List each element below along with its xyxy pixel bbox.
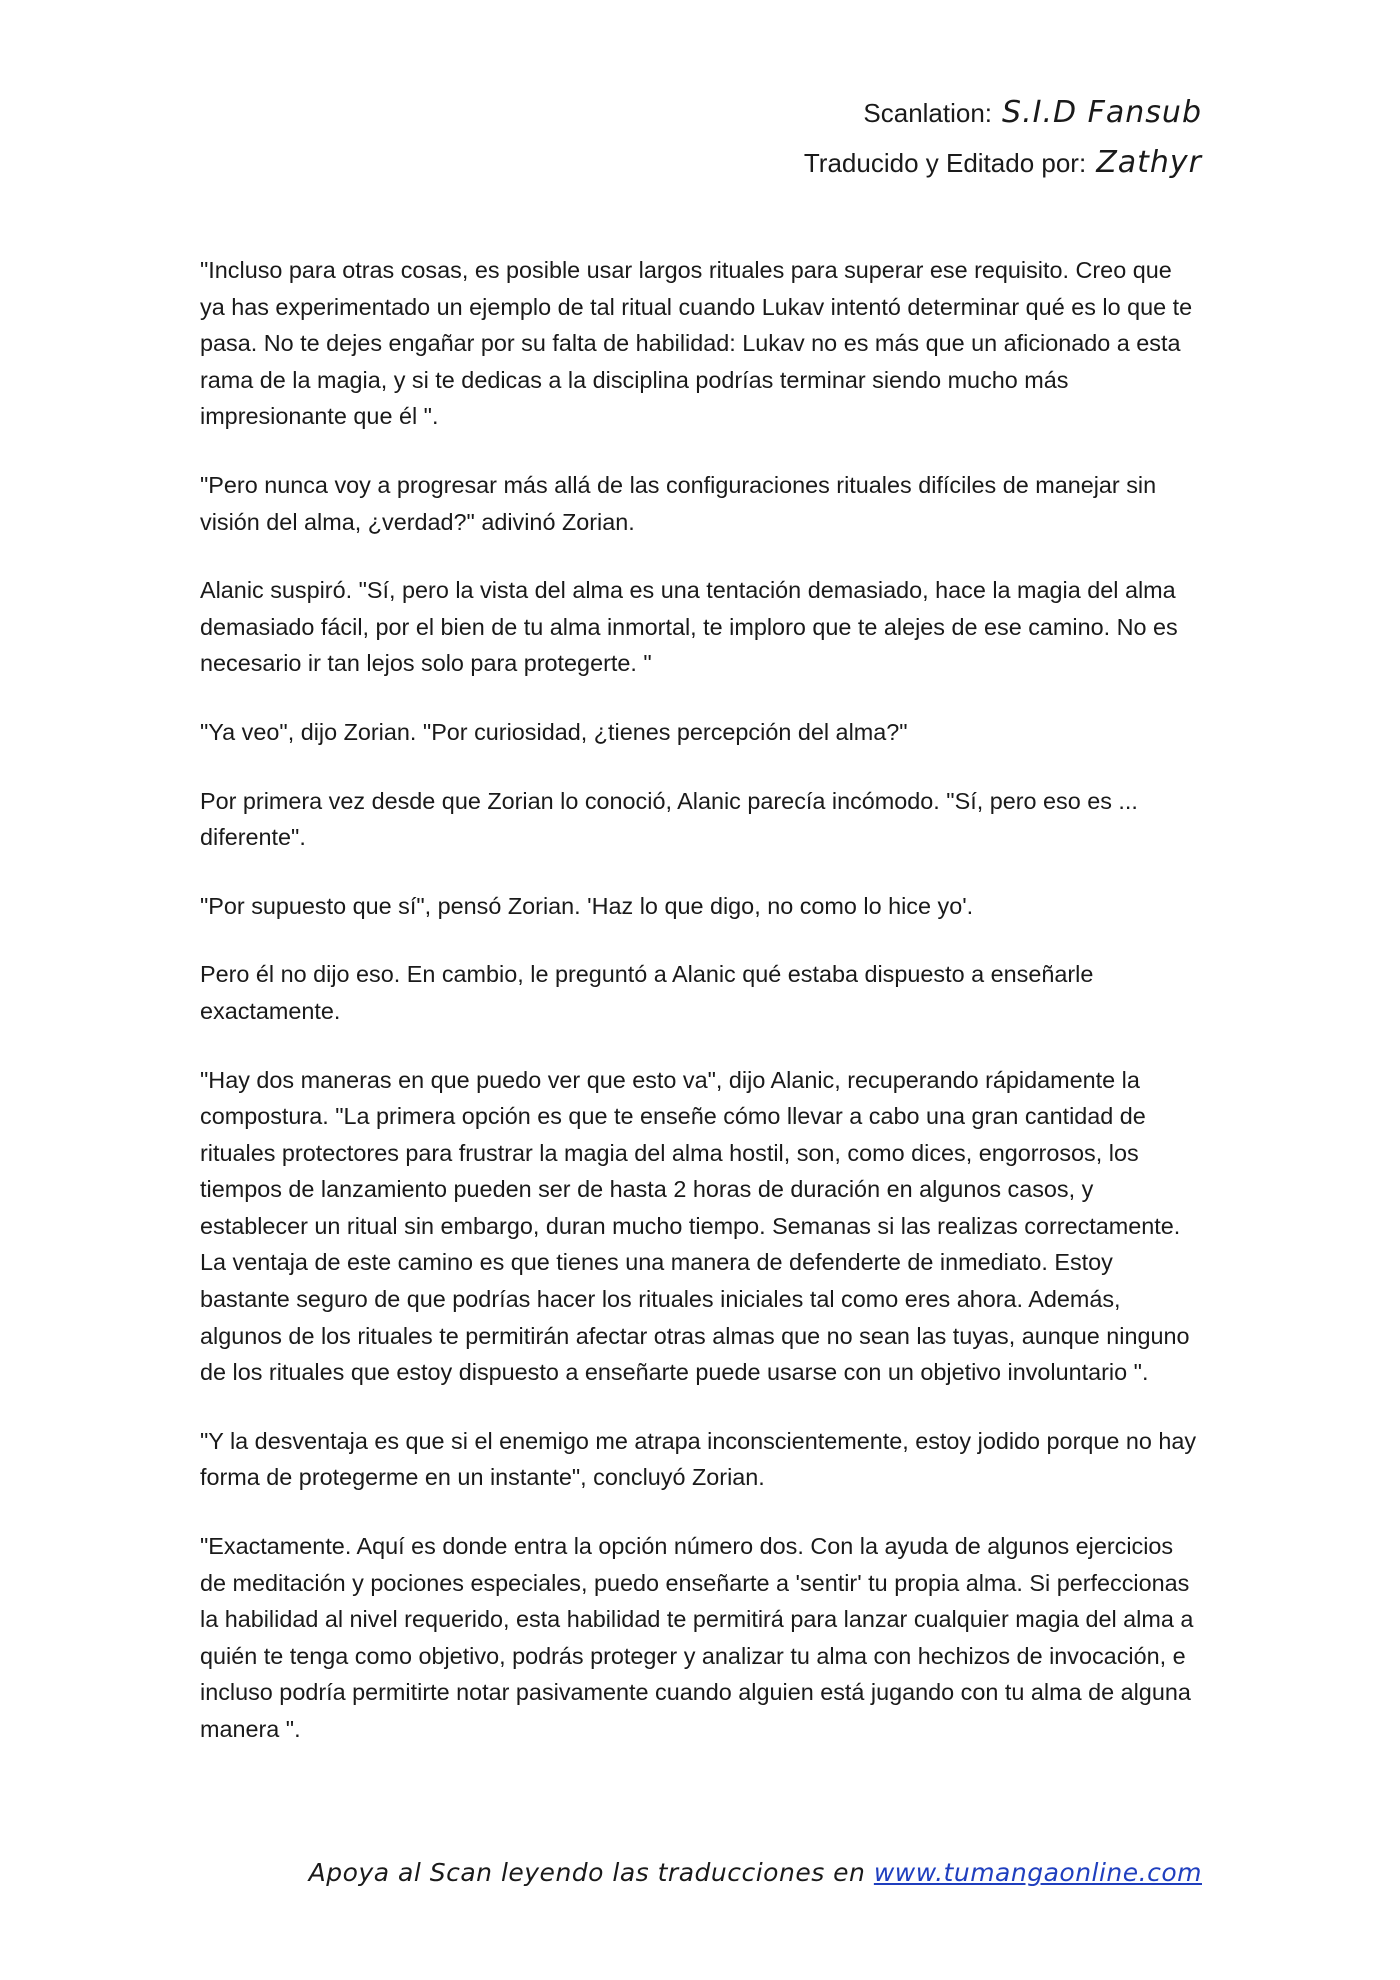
paragraph: "Exactamente. Aquí es donde entra la opción número dos. Con la ayuda de algunos ejercicios de meditación y pociones especiales, puedo enseñarte a 'sentir' tu propia alma. Si perfeccionas la habilidad al nivel requerido, esta habilidad te permitirá para lanzar cualquier magia del alma a quién te tenga como objetivo, podrás proteger y analizar tu alma con hechizos de invocación, e incluso podría permitirte notar pasivamente cuando alguien está jugando con tu alma de alguna manera ".	[200, 1533, 1194, 1742]
editor-label: Traducido y Editado por:	[803, 148, 1087, 178]
scanlation-label: Scanlation:	[863, 98, 993, 128]
paragraph: "Incluso para otras cosas, es posible usar largos rituales para superar ese requisito. Creo que ya has experimentado un ejemplo de tal ritual cuando Lukav intentó determinar qué es lo que te pasa. No te dejes engañar por su falta de habilidad: Lukav no es más que un aficionado a esta rama de la magia, y si te dedicas a la disciplina podrías terminar siendo mucho más impresionante que él ".	[200, 257, 1193, 430]
editor-line	[804, 138, 1202, 188]
paragraph: Alanic suspiró. "Sí, pero la vista del alma es una tentación demasiado, hace la magia del alma demasiado fácil, por el bien de tu alma inmortal, te imploro que te alejes de ese camino. No es necesario ir tan lejos solo para protegerte. "	[200, 577, 1178, 677]
footer-note	[309, 1858, 1202, 1887]
tumangaonline-link[interactable]: www.tumangaonline.com	[873, 1858, 1202, 1887]
paragraph: "Por supuesto que sí", pensó Zorian. 'Haz lo que digo, no como lo hice yo'.	[200, 892, 974, 919]
footer-text: Apoya al Scan leyendo las traducciones en	[308, 1858, 866, 1887]
paragraph: "Pero nunca voy a progresar más allá de las configuraciones rituales difíciles de manejar sin visión del alma, ¿verdad?" adivinó Zorian.	[200, 471, 1157, 535]
scanlation-line	[804, 88, 1202, 138]
paragraph: Pero él no dijo eso. En cambio, le preguntó a Alanic qué estaba dispuesto a enseñarle exactamente.	[200, 961, 1094, 1024]
scanlation-group-name: S.I.D Fansub	[1002, 95, 1202, 130]
paragraph: "Hay dos maneras en que puedo ver que esto va", dijo Alanic, recuperando rápidamente la compostura. "La primera opción es que te enseñe cómo llevar a cabo una gran cantidad de rituales protectores para frustrar la magia del alma hostil, son, como dices, engorrosos, los tiempos de lanzamiento pueden ser de hasta 2 horas de duración en algunos casos, y establecer un ritual sin embargo, duran mucho tiempo. Semanas si las realizas correctamente. La ventaja de este camino es que tienes una manera de defenderte de inmediato. Estoy bastante seguro de que podrías hacer los rituales iniciales tal como eres ahora. Además, algunos de los rituales te permitirán afectar otras almas que no sean las tuyas, aunque ninguno de los rituales que estoy dispuesto a enseñarte puede usarse con un objetivo involuntario ".	[200, 1066, 1190, 1386]
paragraph: Por primera vez desde que Zorian lo conoció, Alanic parecía incómodo. "Sí, pero eso es ... diferente".	[200, 787, 1138, 851]
paragraph: "Ya veo", dijo Zorian. "Por curiosidad, ¿tienes percepción del alma?"	[200, 718, 908, 745]
scanlation-credits	[804, 88, 1202, 188]
story-text	[200, 252, 1202, 1780]
paragraph: "Y la desventaja es que si el enemigo me atrapa inconscientemente, estoy jodido porque no hay forma de protegerme en un instante", concluyó Zorian.	[200, 1427, 1197, 1491]
editor-name: Zathyr	[1096, 145, 1202, 180]
